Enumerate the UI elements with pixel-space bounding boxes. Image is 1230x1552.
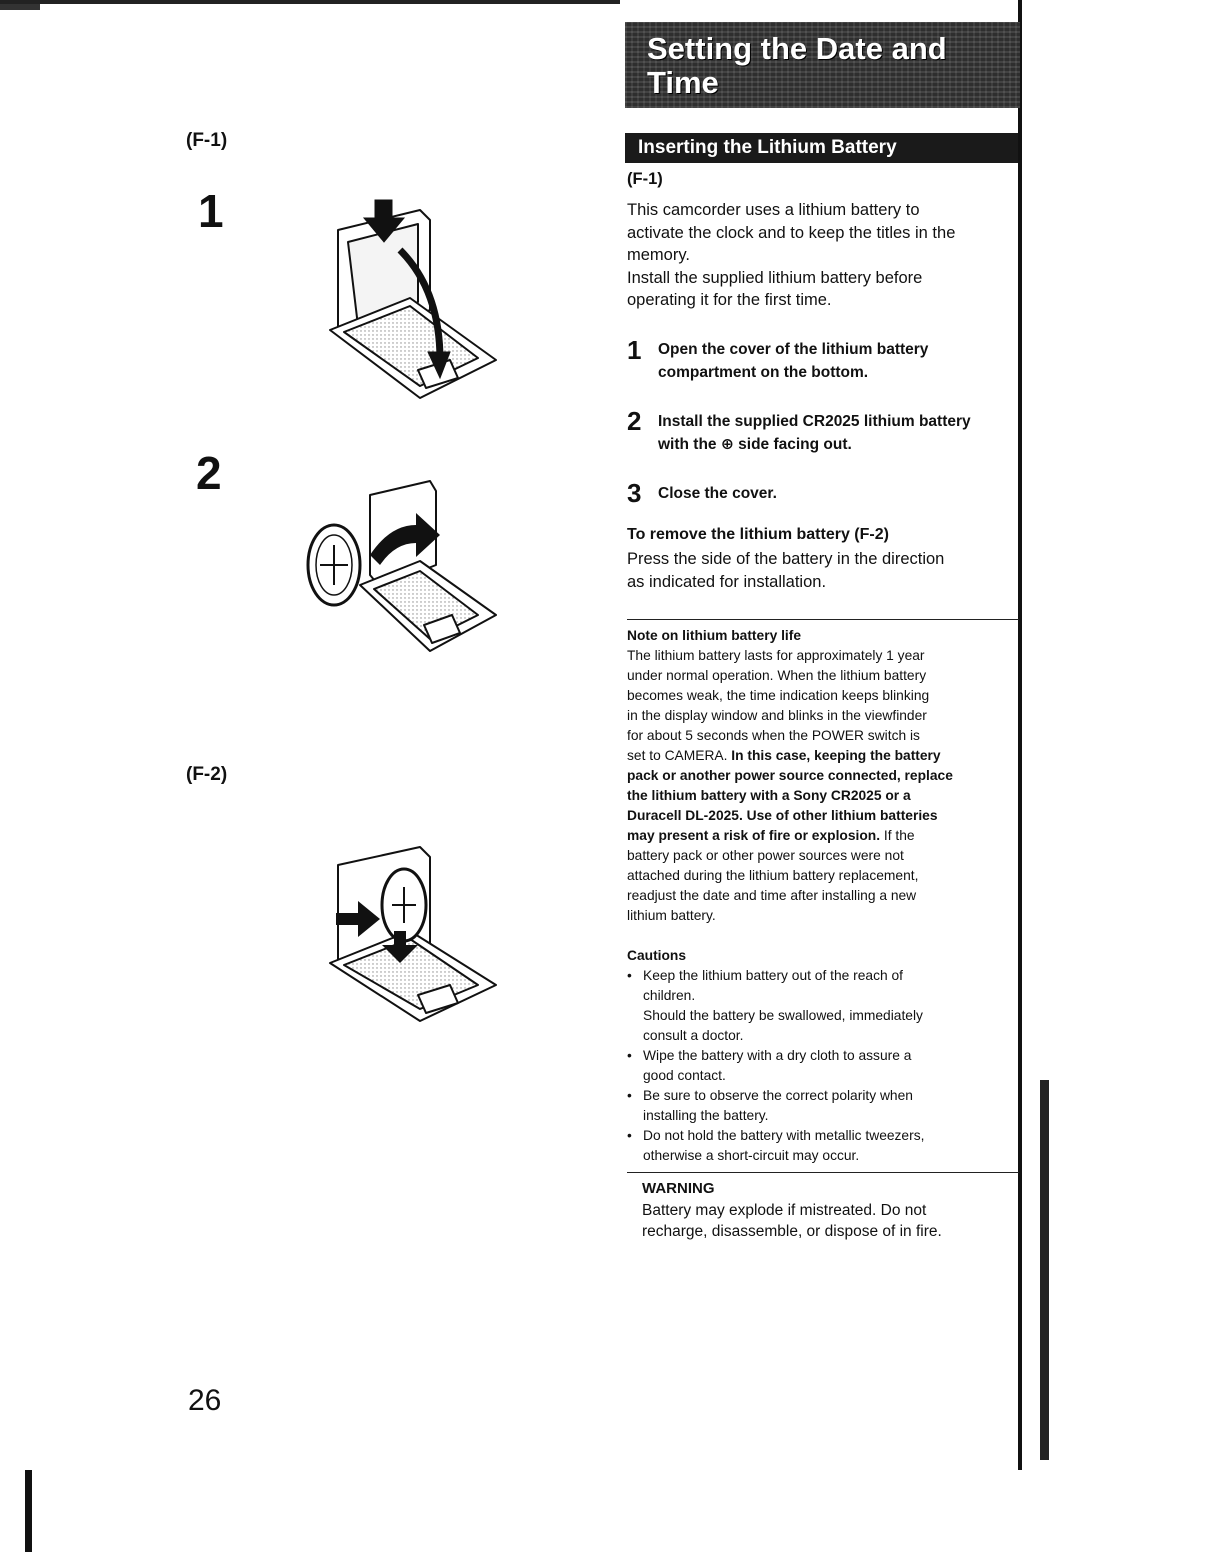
note-line: pack or another power source connected, replace <box>627 768 953 783</box>
step-1-text <box>658 338 928 384</box>
caution-line: good contact. <box>643 1068 726 1083</box>
caution-line: • Do not hold the battery with metallic tweezers, <box>643 1128 925 1143</box>
step-line: compartment on the bottom. <box>658 364 869 381</box>
illustration-open-cover <box>300 190 500 415</box>
fig1-label: (F-1) <box>186 130 228 151</box>
fig2-label: (F-2) <box>186 764 228 785</box>
warning-paragraph <box>642 1200 942 1242</box>
caution-line: Should the battery be swallowed, immediately <box>643 1008 923 1023</box>
cautions-list <box>627 966 1019 1166</box>
note-span-bold: In this case, keeping the battery <box>731 748 941 763</box>
page-number: 26 <box>188 1384 222 1417</box>
note-line: becomes weak, the time indication keeps blinking <box>627 688 930 703</box>
note-line: for about 5 seconds when the POWER switch is <box>627 728 920 743</box>
step-2-number: 2 <box>627 406 642 436</box>
note-line: battery pack or other power sources were not <box>627 848 904 863</box>
note-line: readjust the date and time after installing a new <box>627 888 917 903</box>
section-fig-ref: (F-1) <box>627 170 663 188</box>
intro-line: memory. <box>627 246 690 264</box>
page-title-line1: Setting the Date and <box>647 31 947 66</box>
step-line: Install the supplied CR2025 lithium battery <box>658 413 971 430</box>
intro-line: activate the clock and to keep the titles in the <box>627 223 956 242</box>
illustration-insert-battery <box>300 465 500 665</box>
caution-line: • Keep the lithium battery out of the reach of <box>643 968 903 983</box>
note-span-bold: may present a risk of fire or explosion. <box>627 828 881 843</box>
remove-paragraph <box>627 548 944 593</box>
remove-heading: To remove the lithium battery (F-2) <box>627 526 889 543</box>
page-title <box>647 32 1010 100</box>
remove-line: Press the side of the battery in the direction <box>627 550 945 568</box>
intro-line: This camcorder uses a lithium battery to <box>627 201 920 219</box>
title-banner <box>625 22 1020 108</box>
battery-plus-icon <box>382 869 426 941</box>
caution-line: installing the battery. <box>643 1108 769 1123</box>
note-line: in the display window and blinks in the viewfinder <box>627 708 927 723</box>
caution-line: otherwise a short-circuit may occur. <box>643 1148 860 1163</box>
warning-line: recharge, disassemble, or dispose of in fire. <box>642 1223 942 1240</box>
page-title-line2: Time <box>647 65 719 100</box>
step-3-text: Close the cover. <box>658 485 777 502</box>
cautions-heading: Cautions <box>627 948 687 963</box>
note-line: the lithium battery with a Sony CR2025 or a <box>627 788 911 803</box>
note-line <box>627 746 1019 766</box>
caution-line: • Wipe the battery with a dry cloth to assure a <box>643 1048 912 1063</box>
step-line: Open the cover of the lithium battery <box>658 341 929 358</box>
intro-line: operating it for the first time. <box>627 291 832 309</box>
note-span: set to CAMERA. <box>627 748 732 763</box>
note-line: The lithium battery lasts for approximately 1 year <box>627 648 925 663</box>
section-heading: Inserting the Lithium Battery <box>625 133 1018 163</box>
note-line: under normal operation. When the lithium battery <box>627 668 927 683</box>
figure-step-1-number: 1 <box>198 185 224 237</box>
intro-paragraph <box>627 199 1022 312</box>
step-line: with the ⊕ side facing out. <box>658 436 852 453</box>
remove-line: as indicated for installation. <box>627 572 827 591</box>
intro-line: Install the supplied lithium battery before <box>627 268 923 287</box>
list-item <box>627 1086 1019 1126</box>
caution-line: consult a doctor. <box>643 1028 744 1043</box>
note-paragraph <box>627 646 1019 926</box>
note-heading: Note on lithium battery life <box>627 628 802 643</box>
list-item <box>627 966 1019 1046</box>
divider <box>627 1172 1019 1173</box>
caution-line: • Be sure to observe the correct polarity when <box>643 1088 913 1103</box>
note-line <box>627 826 1019 846</box>
note-line: attached during the lithium battery replacement, <box>627 868 919 883</box>
divider <box>627 619 1019 620</box>
note-line: Duracell DL-2025. Use of other lithium batteries <box>627 808 938 823</box>
note-span: If the <box>880 828 915 843</box>
figure-step-2-number: 2 <box>196 447 222 499</box>
list-item <box>627 1046 1019 1086</box>
top-edge-line <box>0 0 620 4</box>
caution-line: children. <box>643 988 696 1003</box>
list-item <box>627 1126 1019 1166</box>
battery-plus-icon <box>308 525 360 605</box>
bottom-left-bar <box>25 1470 32 1552</box>
step-1-number: 1 <box>627 335 642 365</box>
note-line: lithium battery. <box>627 908 716 923</box>
step-3-number: 3 <box>627 478 642 508</box>
warning-line: Battery may explode if mistreated. Do not <box>642 1202 927 1219</box>
step-2-text <box>658 410 971 456</box>
warning-heading: WARNING <box>642 1180 715 1197</box>
right-edge-thick <box>1040 1080 1049 1460</box>
top-left-mark <box>0 4 40 10</box>
illustration-remove-battery <box>300 835 500 1035</box>
